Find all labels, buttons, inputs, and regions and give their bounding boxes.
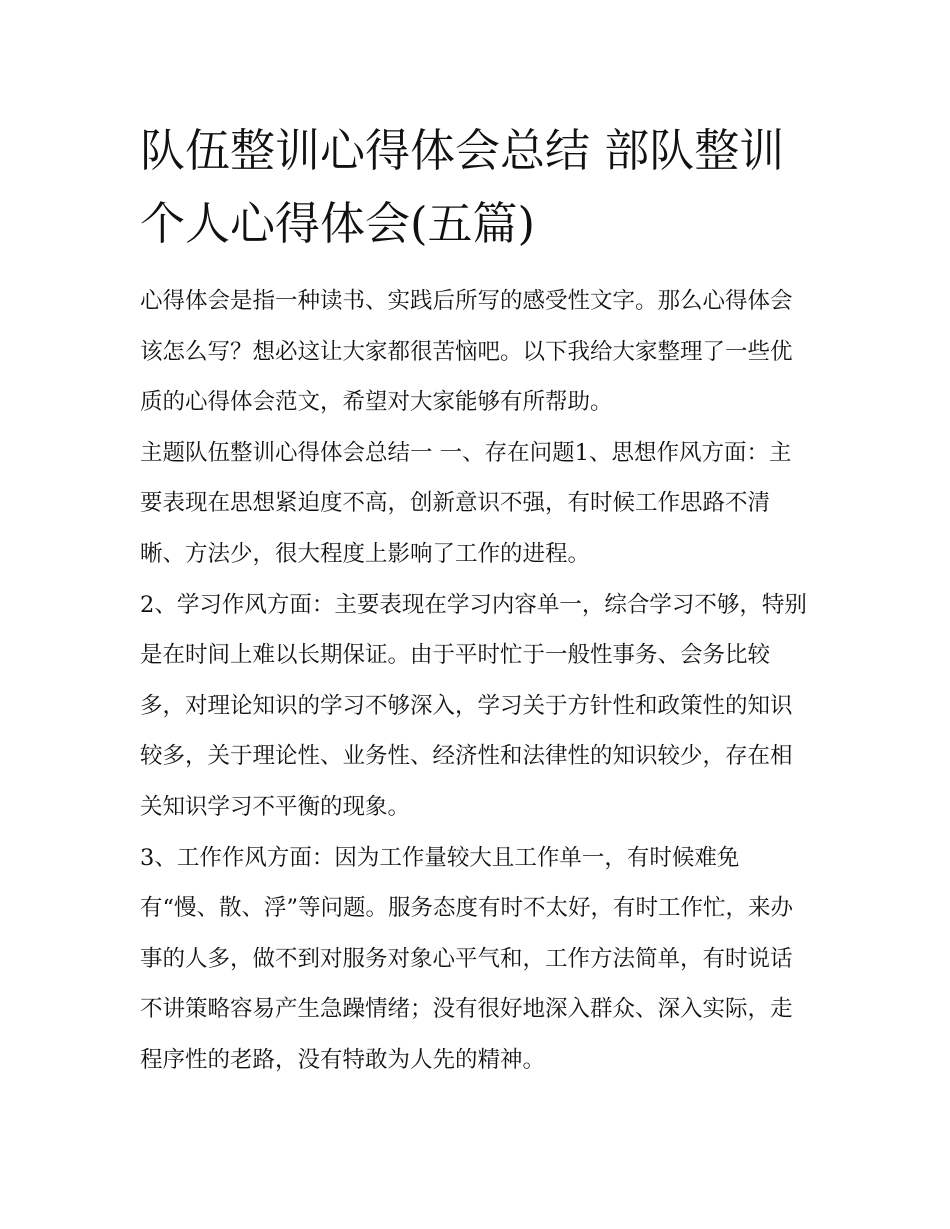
paragraph-problem-3: 3、工作作风方面：因为工作量较大且工作单一，有时候难免有“慢、散、浮”等问题。服务态度有时不太好，有时工作忙，来办事的人多，做不到对服务对象心平气和，工作方法简单，有时说话不讲策略容易产生急躁情绪；没有很好地深入群众、深入实际，走程序性的老路，没有特敢为人先的精神。 bbox=[140, 844, 794, 1073]
paragraph-problem-1: 主题队伍整训心得体会总结一 一、存在问题1、思想作风方面：主要表现在思想紧迫度不高，创新意识不强，有时候工作思路不清晰、方法少，很大程度上影响了工作的进程。 bbox=[140, 439, 792, 567]
paragraph-intro: 心得体会是指一种读书、实践后所写的感受性文字。那么心得体会该怎么写？想必这让大家都很苦恼吧。以下我给大家整理了一些优质的心得体会范文，希望对大家能够有所帮助。 bbox=[140, 288, 793, 416]
document-title: 队伍整训心得体会总结 部队整训个人心得体会(五篇) bbox=[140, 124, 785, 250]
paragraph-problem-2: 2、学习作风方面：主要表现在学习内容单一，综合学习不够，特别是在时间上难以长期保证。由于平时忙于一般性事务、会务比较多，对理论知识的学习不够深入，学习关于方针性和政策性的知识较多，关于理论性、业务性、经济性和法律性的知识较少，存在相关知识学习不平衡的现象。 bbox=[140, 591, 807, 820]
document-body bbox=[140, 114, 812, 1086]
